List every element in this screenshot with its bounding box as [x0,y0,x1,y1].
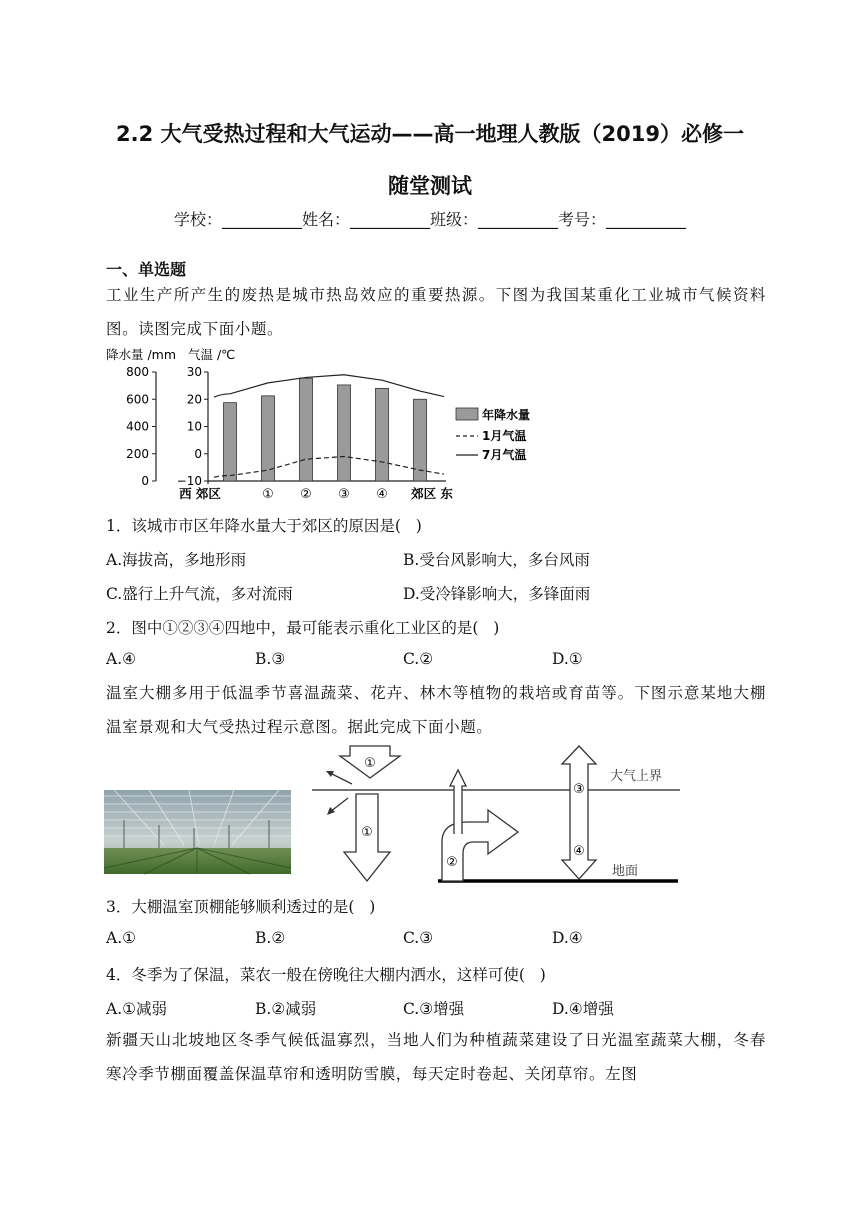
intro-paragraph-2: 温室大棚多用于低温季节喜温蔬菜、花卉、林木等植物的栽培或育苗等。下图示意某地大棚温室景观和大气受热过程示意图。据此完成下面小题。 [106,684,766,736]
ground-label: 地面 [612,864,639,879]
legend-bar-swatch [456,408,478,420]
right-tick-label: 10 [186,419,202,434]
left-tick-label: 200 [126,446,149,461]
x-label-site: ① [262,487,274,502]
x-label-site: ③ [338,487,350,502]
right-axis-title: 气温 /℃ [188,347,236,362]
q1-option-d[interactable]: D.受冷锋影响大，多锋面雨 [403,585,591,603]
q3-option-a[interactable]: A.① [106,929,137,947]
marker-1-upper: ① [364,756,376,771]
q2-stem: 2．图中①②③④四地中，最可能表示重化工业区的是( ) [106,619,500,637]
q4-option-b[interactable]: B.②减弱 [255,1000,317,1018]
q3-stem: 3．大棚温室顶棚能够顺利透过的是( ) [106,898,376,916]
q3-option-d[interactable]: D.④ [552,929,583,947]
q2-option-d[interactable]: D.① [552,650,583,668]
q1-option-b[interactable]: B.受台风影响大，多台风雨 [403,551,590,569]
precipitation-bar [338,385,351,481]
marker-1-lower: ① [361,825,373,840]
section-heading: 一、单选题 [106,260,187,279]
marker-2: ② [446,855,458,870]
right-tick-label: 30 [186,365,202,379]
left-tick-label: 800 [126,365,149,379]
precipitation-bar [300,378,313,481]
x-label-east-suburb: 郊区 东 [411,486,453,501]
student-info-line: 学校：__________姓名：__________班级：__________考号：__________ [173,210,686,229]
right-tick-label: −10 [176,474,202,488]
left-tick-label: 600 [126,392,149,407]
page-title: 2.2 大气受热过程和大气运动——高一地理人教版（2019）必修一 [116,122,744,146]
scatter-arrow-head [327,807,335,815]
intro-paragraph-3: 新疆天山北坡地区冬季气候低温寡烈，当地人们为种植蔬菜建设了日光温室蔬菜大棚，冬春寒冷季节棚面覆盖保温草帘和透明防雪膜，每天定时卷起、关闭草帘。左图 [106,1031,766,1083]
legend-label-precipitation: 年降水量 [482,408,531,422]
climate-chart [104,344,531,506]
q1-stem: 1．该城市市区年降水量大于郊区的原因是( ) [106,517,422,535]
q2-option-b[interactable]: B.③ [255,650,286,668]
atmospheric-radiation-arrow [562,746,596,879]
atmosphere-top-label: 大气上界 [610,769,663,784]
q1-option-a[interactable]: A.海拔高，多地形雨 [106,551,247,569]
precipitation-bar [224,403,237,481]
precipitation-bar [376,388,389,481]
intro-paragraph-1: 工业生产所产生的废热是城市热岛效应的重要热源。下图为我国某重化工业城市气候资料图。读图完成下面小题。 [106,286,766,338]
legend-label-january: 1月气温 [482,429,527,443]
marker-4: ④ [573,844,585,859]
x-label-site: ② [300,487,312,502]
january-temperature-line [214,456,444,477]
legend-label-july: 7月气温 [482,448,527,462]
right-tick-label: 20 [186,392,202,407]
july-temperature-line [214,375,444,397]
left-tick-label: 400 [126,419,149,434]
q4-option-c[interactable]: C.③增强 [403,1000,465,1018]
right-tick-label: 0 [194,446,202,461]
left-tick-label: 0 [141,474,149,488]
q2-option-c[interactable]: C.② [403,650,434,668]
q3-option-c[interactable]: C.③ [403,929,434,947]
page-subtitle: 随堂测试 [388,174,472,198]
q4-option-a[interactable]: A.①减弱 [106,1000,168,1018]
left-axis-title: 降水量 /mm [106,347,177,362]
q3-option-b[interactable]: B.② [255,929,286,947]
q1-option-c[interactable]: C.盛行上升气流，多对流雨 [106,585,293,603]
greenhouse-photo [104,790,291,874]
q4-stem: 4．冬季为了保温，菜农一般在傍晚往大棚内洒水，这样可使( ) [106,966,546,984]
q2-option-a[interactable]: A.④ [106,650,137,668]
x-label-west-suburb: 西 郊区 [179,486,221,501]
q4-option-d[interactable]: D.④增强 [552,1000,614,1018]
marker-3: ③ [573,782,585,797]
x-label-site: ④ [376,487,388,502]
heating-process-diagram [308,742,688,884]
